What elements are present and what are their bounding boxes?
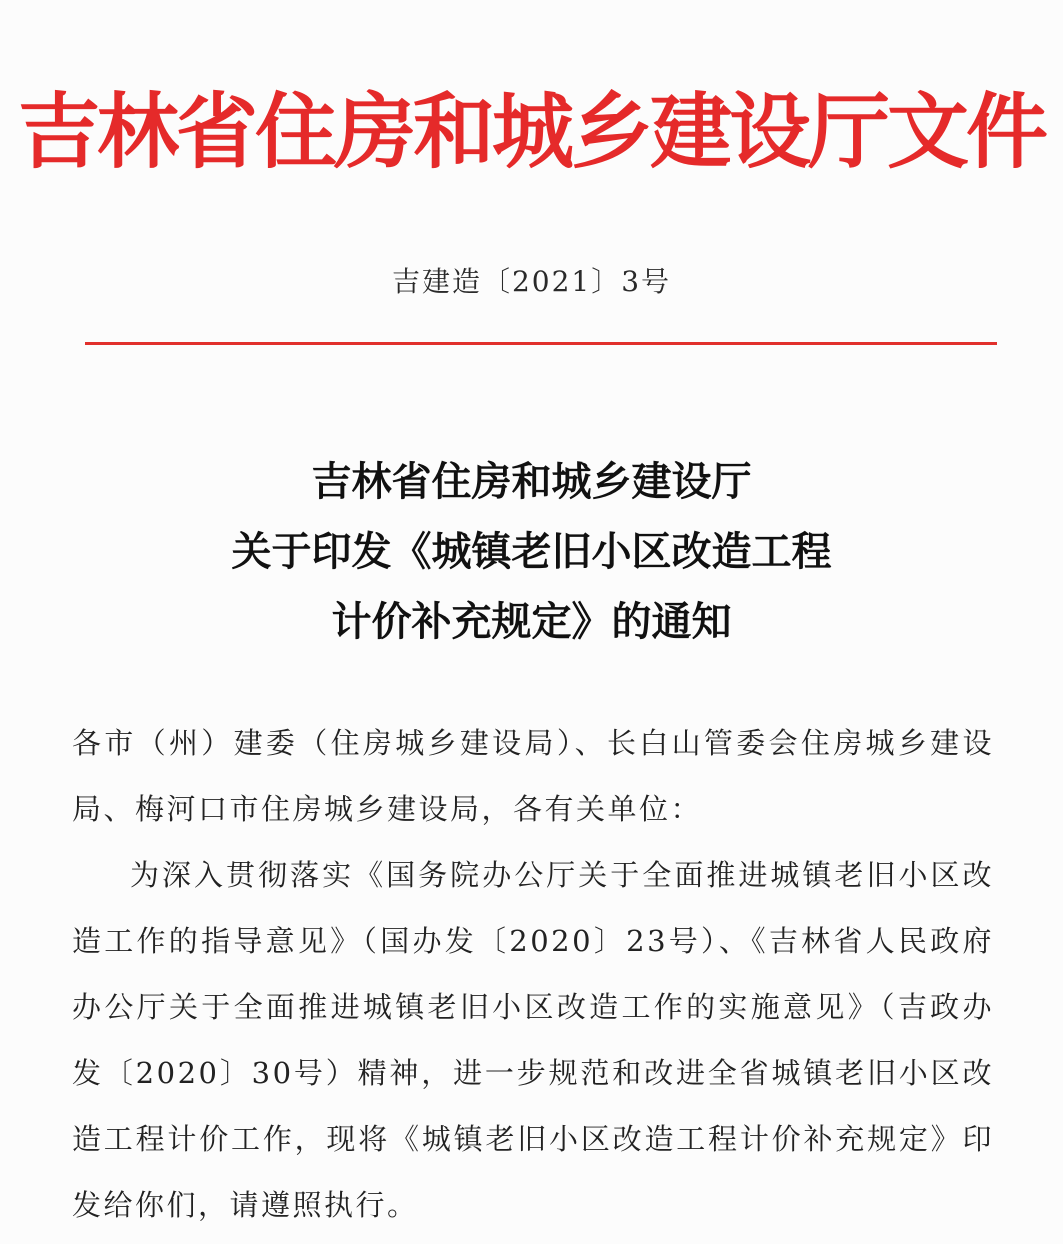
title-line-2: 关于印发《城镇老旧小区改造工程 xyxy=(231,528,832,575)
document-number: 吉建造〔2021〕3号 xyxy=(391,265,672,298)
body-paragraph: 为深入贯彻落实《国务院办公厅关于全面推进城镇老旧小区改造工作的指导意见》（国办发〔2020〕23号）、《吉林省人民政府办公厅关于全面推进城镇老旧小区改造工作的实施意见》（吉政办发〔2020〕30号）精神，进一步规范和改进全省城镇老旧小区改造工程计价工作，现将《城镇老旧小区改造工程计价补充规定》印发给你们，请遵照执行。 xyxy=(72,858,994,1222)
red-divider-line xyxy=(85,342,997,345)
title-line-1: 吉林省住房和城乡建设厅 xyxy=(311,458,752,505)
notice-title xyxy=(0,447,1063,657)
notice-body xyxy=(72,710,994,1238)
title-line-3: 计价补充规定》的通知 xyxy=(331,598,732,645)
masthead-title: 吉林省住房和城乡建设厅文件 xyxy=(17,85,1045,180)
addressee-text: 各市（州）建委（住房城乡建设局）、长白山管委会住房城乡建设局、梅河口市住房城乡建设局，各有关单位： xyxy=(72,726,994,826)
